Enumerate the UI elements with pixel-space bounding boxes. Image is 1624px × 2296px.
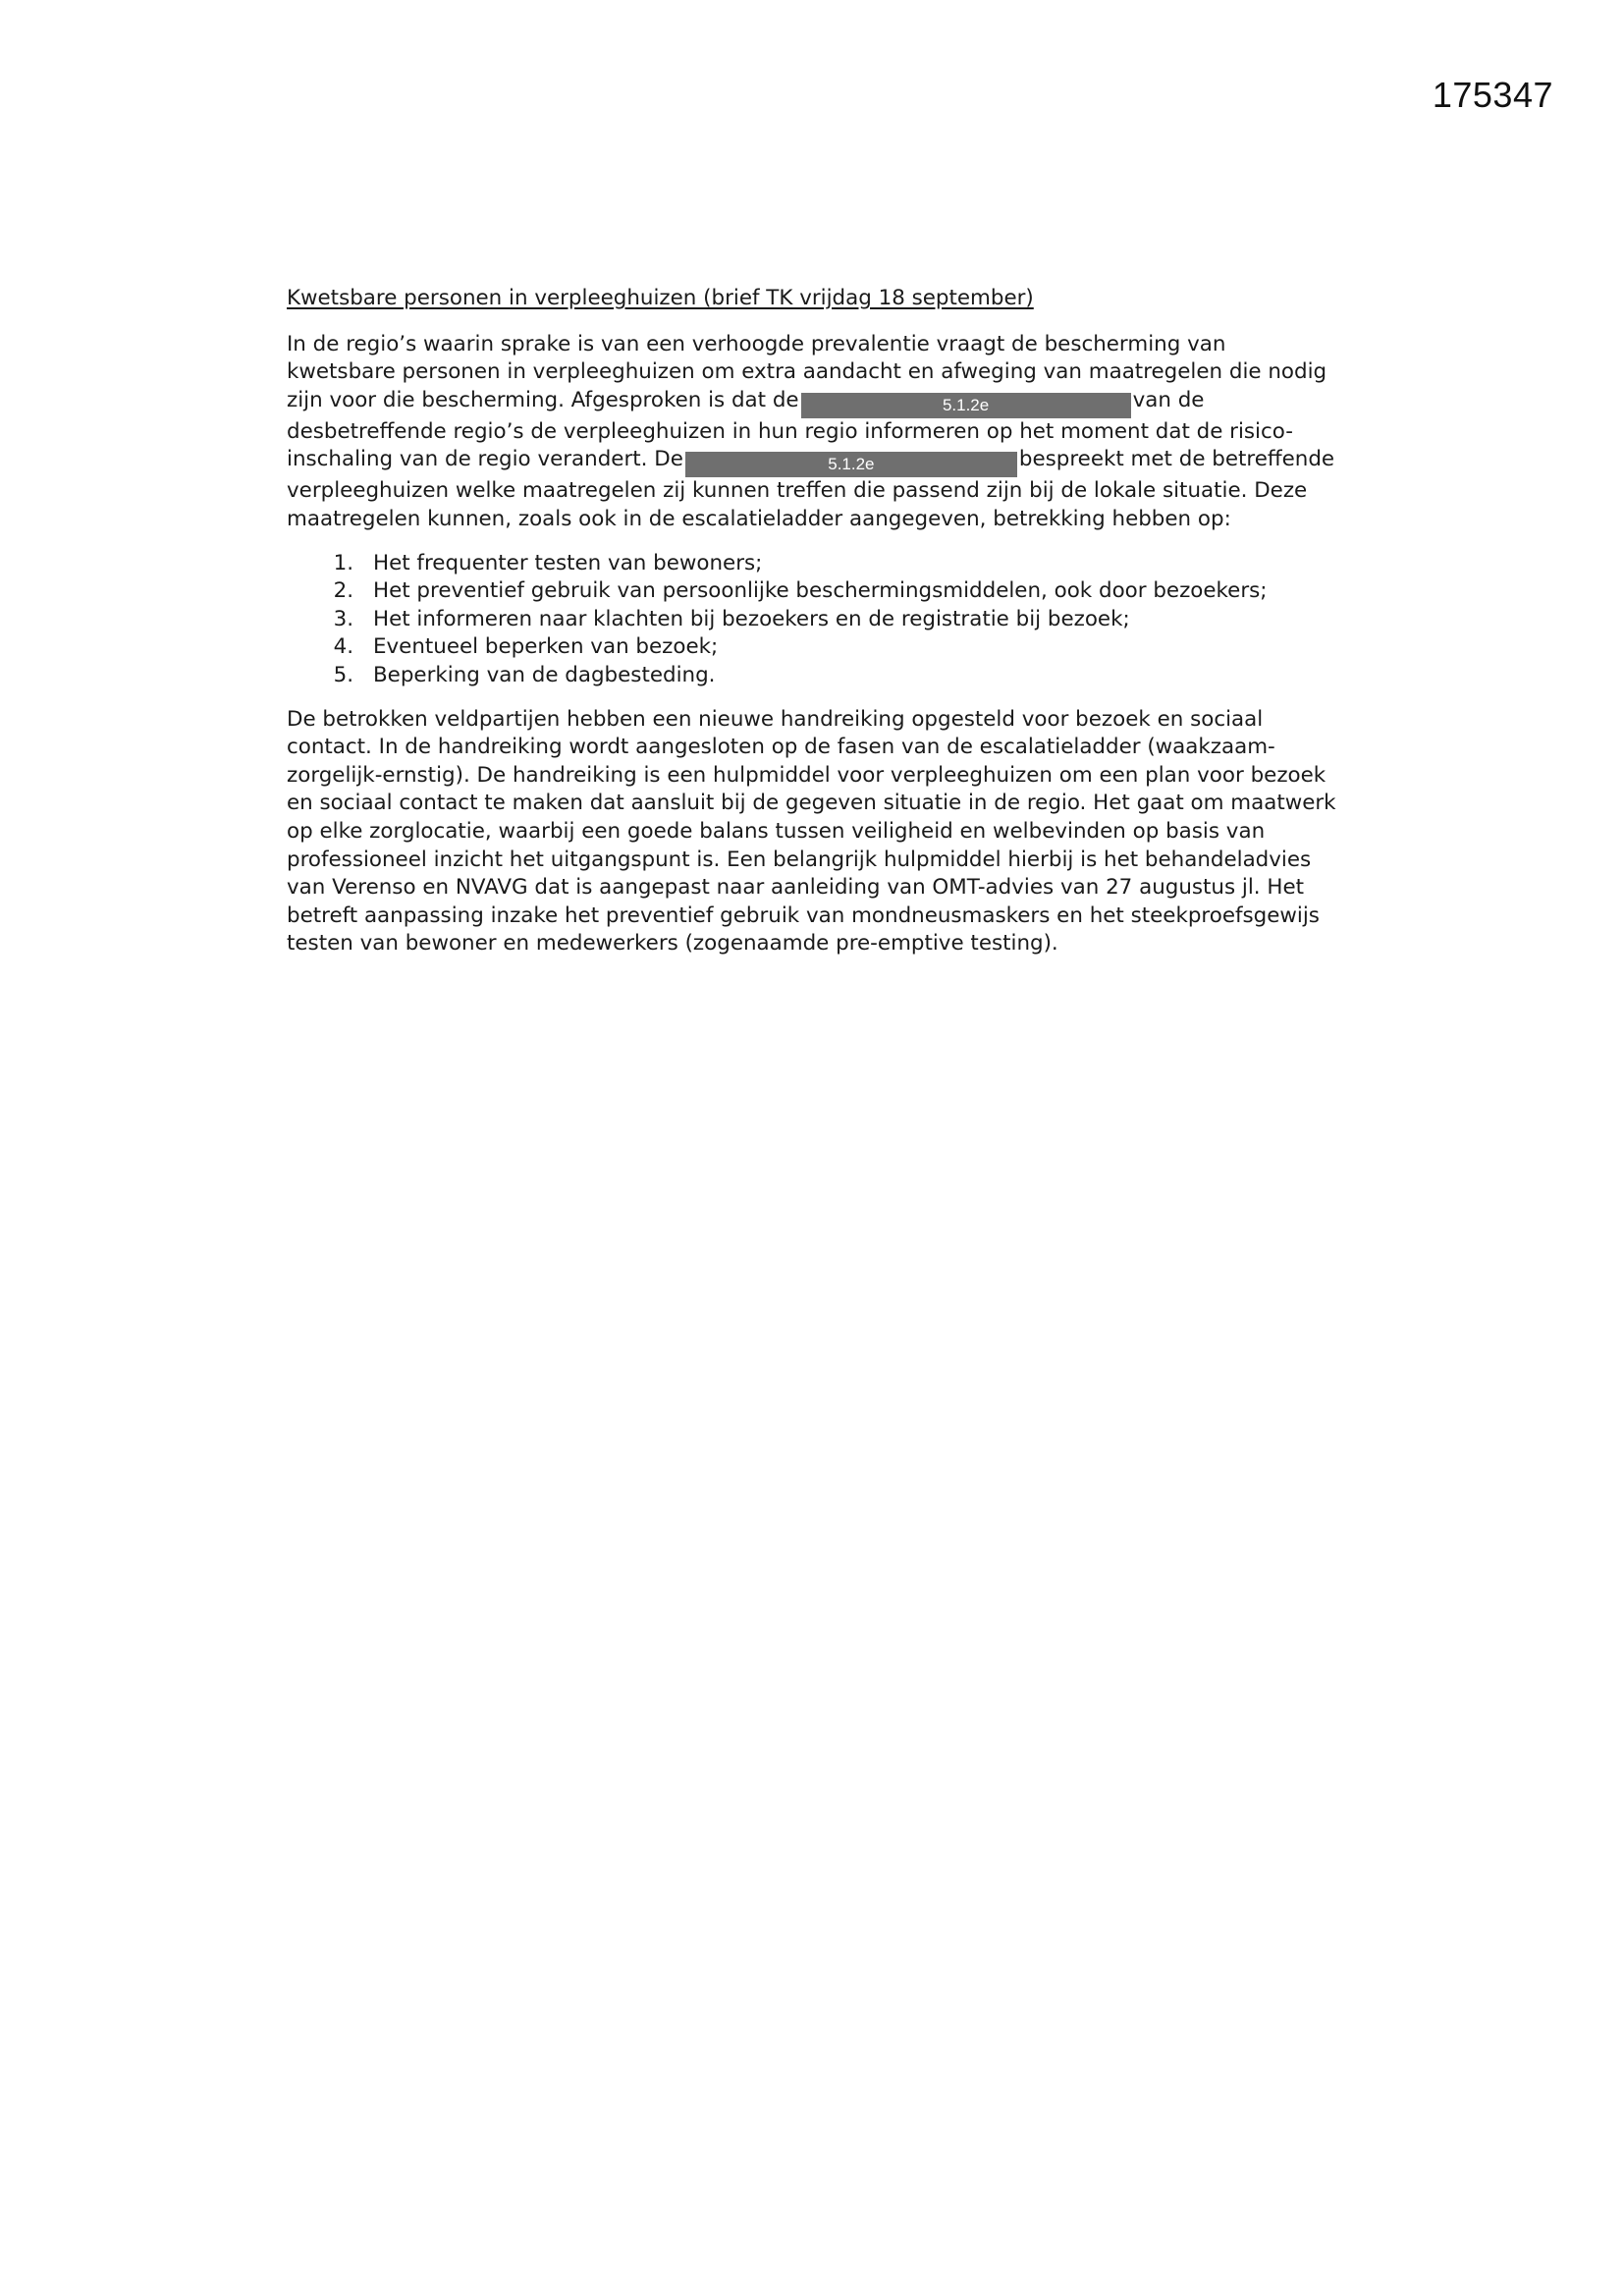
measures-list xyxy=(287,550,1357,690)
document-number: 175347 xyxy=(1432,75,1553,115)
text-line: contact. In de handreiking wordt aangesloten op de fasen van de escalatieladder (waakzaam- xyxy=(287,735,1275,760)
text-line: verpleeghuizen welke maatregelen zij kunnen treffen die passend zijn bij de lokale situatie. Deze xyxy=(287,478,1308,504)
list-text: Het frequenter testen van bewoners; xyxy=(373,550,763,575)
list-number: 1. xyxy=(333,550,353,575)
text-line: op elke zorglocatie, waarbij een goede balans tussen veiligheid en welbevinden op basis van xyxy=(287,818,1266,844)
list-number: 2. xyxy=(333,578,353,604)
text-segment: zijn voor die bescherming. Afgesproken is dat de xyxy=(287,387,799,412)
list-text: Eventueel beperken van bezoek; xyxy=(373,634,719,660)
redaction-box: 5.1.2e xyxy=(801,393,1131,418)
document-body xyxy=(287,285,1357,958)
text-line: van Verenso en NVAVG dat is aangepast naar aanleiding van OMT-advies van 27 augustus jl. Het xyxy=(287,875,1305,901)
text-line: In de regio’s waarin sprake is van een verhoogde prevalentie vraagt de bescherming van xyxy=(287,331,1226,356)
text-segment: van de xyxy=(1132,387,1205,412)
text-line xyxy=(287,446,1357,477)
list-item xyxy=(287,577,1357,606)
redaction-box: 5.1.2e xyxy=(685,452,1017,477)
list-item xyxy=(287,662,1357,690)
text-segment: bespreekt met de betreffende xyxy=(1018,447,1335,472)
text-line: maatregelen kunnen, zoals ook in de escalatieladder aangegeven, betrekking hebben op: xyxy=(287,506,1231,531)
text-line: zorgelijk-ernstig). De handreiking is een hulpmiddel voor verpleeghuizen om een plan voor bezoek xyxy=(287,762,1326,788)
list-item xyxy=(287,550,1357,578)
text-line: kwetsbare personen in verpleeghuizen om extra aandacht en afweging van maatregelen die nodig xyxy=(287,359,1327,385)
list-text: Beperking van de dagbesteding. xyxy=(373,662,716,687)
text-line: professioneel inzicht het uitgangspunt is. Een belangrijk hulpmiddel hierbij is het behandeladvies xyxy=(287,847,1312,872)
paragraph-handreiking xyxy=(287,706,1357,958)
text-line: testen van bewoner en medewerkers (zogenaamde pre-emptive testing). xyxy=(287,931,1058,957)
list-text: Het informeren naar klachten bij bezoekers en de registratie bij bezoek; xyxy=(373,606,1130,631)
list-number: 4. xyxy=(333,634,353,660)
text-line: en sociaal contact te maken dat aansluit bij de gegeven situatie in de regio. Het gaat om maatwerk xyxy=(287,791,1336,816)
text-line: De betrokken veldpartijen hebben een nieuwe handreiking opgesteld voor bezoek en sociaal xyxy=(287,706,1264,732)
list-item xyxy=(287,633,1357,662)
text-line: betreft aanpassing inzake het preventief gebruik van mondneusmaskers en het steekproefsgewijs xyxy=(287,902,1320,928)
text-line: desbetreffende regio’s de verpleeghuizen in hun regio informeren op het moment dat de risico- xyxy=(287,418,1293,444)
list-number: 3. xyxy=(333,606,353,631)
paragraph-intro xyxy=(287,331,1357,534)
list-text: Het preventief gebruik van persoonlijke beschermingsmiddelen, ook door bezoekers; xyxy=(373,578,1268,604)
list-item xyxy=(287,606,1357,634)
text-segment: inschaling van de regio verandert. De xyxy=(287,447,683,472)
section-heading: Kwetsbare personen in verpleeghuizen (brief TK vrijdag 18 september) xyxy=(287,286,1034,310)
text-line xyxy=(287,387,1357,418)
list-number: 5. xyxy=(333,662,353,687)
